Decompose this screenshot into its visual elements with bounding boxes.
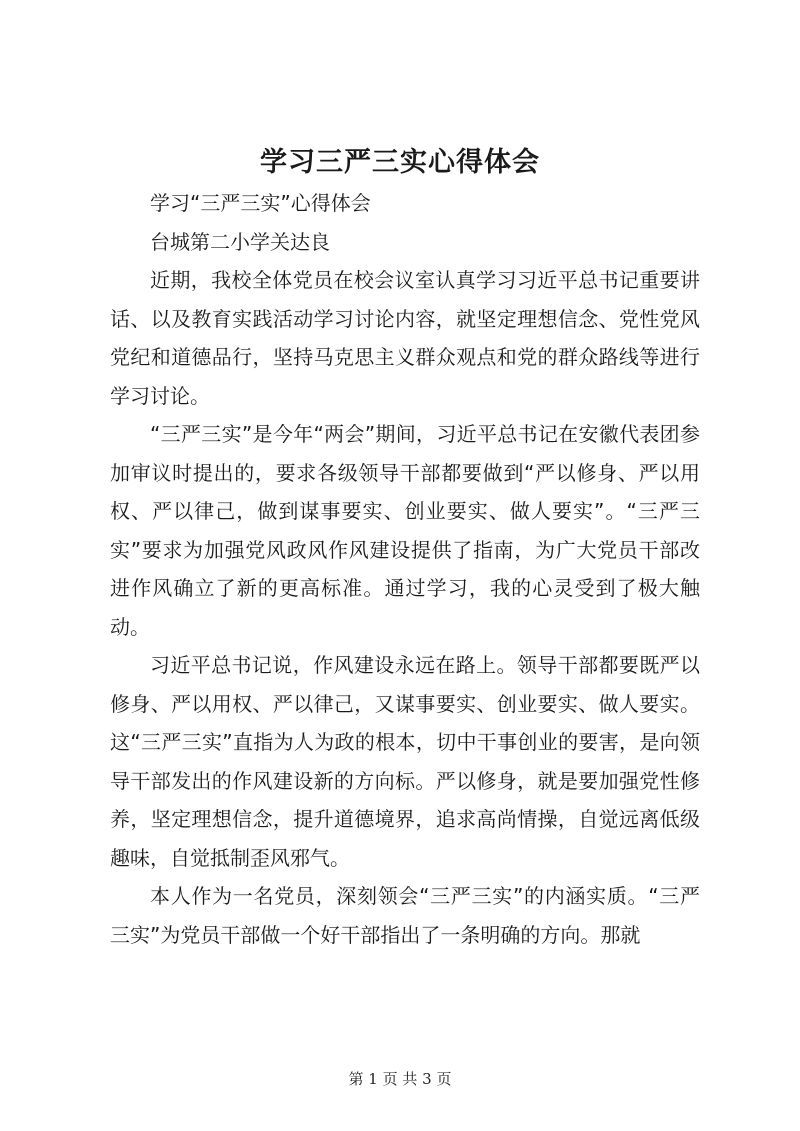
document-title: 学习三严三实心得体会 xyxy=(260,147,540,178)
page-footer: 第 1 页 共 3 页 xyxy=(348,1070,452,1088)
body-paragraph: 习近平总书记说，作风建设永远在路上。领导干部都要既严以修身、严以用权、严以律己，又谋事要实、创业要实、做人要实。这“三严三实”直指为人为政的根本，切中干事创业的要害，是向领导干部发出的作风建设新的方向标。严以修身，就是要加强党性修养，坚定理想信念，提升道德境界，追求高尚情操，自觉远离低级趣味，自觉抵制歪风邪气。 xyxy=(110,653,700,870)
subtitle-paragraph: 学习“三严三实”心得体会 xyxy=(150,191,371,215)
document-body xyxy=(110,184,700,954)
body-paragraph: 本人作为一名党员，深刻领会“三严三实”的内涵实质。“三严三实”为党员干部做一个好干部指出了一条明确的方向。那就 xyxy=(110,884,700,947)
author-paragraph: 台城第二小学关达良 xyxy=(150,229,330,254)
body-paragraph: “三严三实”是今年“两会”期间，习近平总书记在安徽代表团参加审议时提出的，要求各级领导干部都要做到“严以修身、严以用权、严以律己，做到谋事要实、创业要实、做人要实”。“三严三实”要求为加强党风政风作风建设提供了指南，为广大党员干部改进作风确立了新的更高标准。通过学习，我的心灵受到了极大触动。 xyxy=(110,422,700,639)
body-paragraph: 近期，我校全体党员在校会议室认真学习习近平总书记重要讲话、以及教育实践活动学习讨论内容，就坚定理想信念、党性党风党纪和道德品行，坚持马克思主义群众观点和党的群众路线等进行学习讨论。 xyxy=(110,268,700,408)
